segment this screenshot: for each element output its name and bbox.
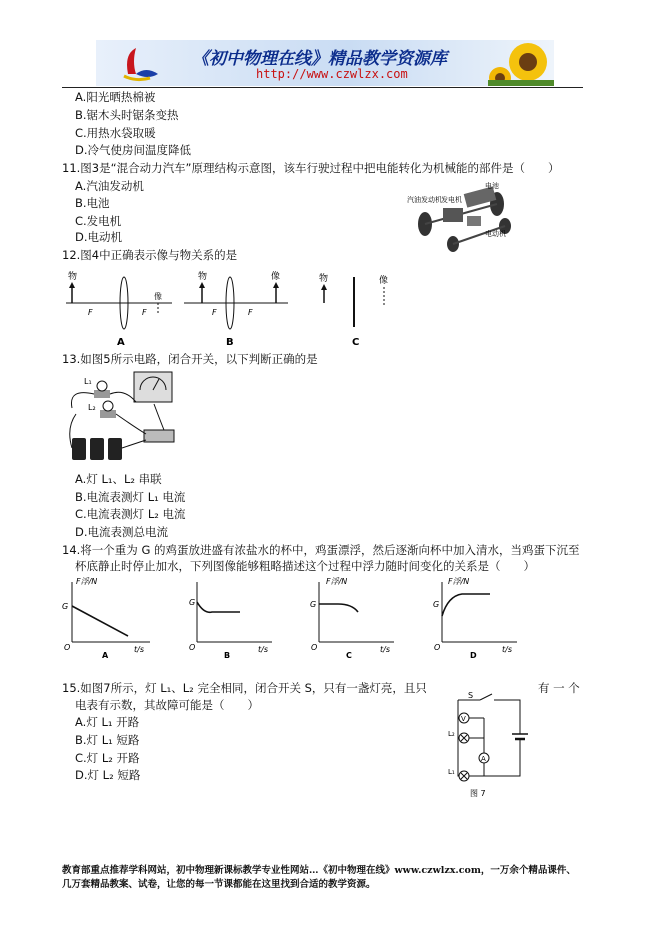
buoyancy-graphs [62, 574, 522, 660]
graph-b-origin: O [189, 643, 196, 652]
q15-figure-caption: 图 7 [470, 789, 486, 798]
q12-label-c: C [352, 337, 360, 348]
q15-switch-label: S [468, 691, 474, 700]
graph-c [310, 577, 394, 660]
generator-label: 发电机 [441, 196, 462, 204]
q10-option-a: A.阳光晒热棉被 [75, 90, 156, 104]
lens-image-figure [62, 265, 422, 350]
graph-c-y-label: F浮/N [326, 577, 348, 586]
q11-option-d: D.电动机 [75, 230, 123, 244]
graph-d [433, 577, 517, 660]
graph-d-name: D [470, 651, 477, 660]
q12-c-object-label: 物 [319, 274, 329, 284]
graph-d-x-label: t/s [502, 645, 512, 654]
banner-title: 《初中物理在线》精品教学资源库 [192, 49, 447, 69]
q12-b-object-label: 物 [198, 272, 208, 282]
circuit-figure-7 [440, 688, 540, 800]
q15-option-a: A.灯 L₁ 开路 [75, 715, 140, 729]
sunflower-icon [488, 40, 554, 86]
q15-option-d: D.灯 L₂ 短路 [75, 768, 141, 782]
header-rule [62, 87, 583, 88]
q15-stem-tail: 有 一 个 [538, 681, 580, 695]
q13-stem: 13.如图5所示电路，闭合开关，以下判断正确的是 [62, 352, 318, 366]
q15-option-c: C.灯 L₂ 开路 [75, 751, 140, 765]
q15-stem-line2: 电表有示数，其故障可能是（ ） [75, 698, 259, 712]
graph-b-x-label: t/s [258, 645, 268, 654]
graph-a-x-label: t/s [134, 645, 144, 654]
q10-option-c: C.用热水袋取暖 [75, 126, 156, 140]
q11-option-a: A.汽油发动机 [75, 179, 144, 193]
q12-b-focus-left: F [212, 308, 217, 317]
q12-a-focus-right: F [142, 308, 147, 317]
q15-l1-label: L₁ [448, 768, 455, 776]
graph-a-name: A [102, 651, 109, 660]
q14-stem-line1: 14.将一个重为 G 的鸡蛋放进盛有浓盐水的杯中，鸡蛋漂浮，然后逐渐向杯中加入清水，当鸡蛋下沉至 [62, 543, 580, 557]
graph-c-origin: O [311, 643, 318, 652]
graph-c-name: C [346, 651, 352, 660]
q10-option-d: D.冷气使房间温度降低 [75, 143, 192, 157]
q12-a-image-label: 像 [154, 292, 162, 301]
hybrid-car-figure [405, 178, 520, 253]
mirror-diagram-c [319, 272, 388, 348]
q15-option-b: B.灯 L₁ 短路 [75, 733, 140, 747]
lens-diagram-a [66, 270, 172, 348]
q13-option-d: D.电流表测总电流 [75, 525, 169, 539]
q11-option-c: C.发电机 [75, 214, 122, 228]
circuit-figure-5 [64, 368, 184, 464]
graph-d-y-label: F浮/N [448, 577, 470, 586]
footer-line-1: 教育部重点推荐学科网站，初中物理新课标教学专业性网站…《初中物理在线》www.czwlzx.com，一万余个精品课件、 [62, 865, 576, 876]
lens-diagram-b [184, 270, 288, 348]
q13-option-c: C.电流表测灯 L₂ 电流 [75, 507, 186, 521]
q13-option-a: A.灯 L₁、L₂ 串联 [75, 472, 162, 486]
graph-d-g-label: G [433, 600, 440, 609]
engine-label: 汽油发动机 [407, 196, 442, 204]
footer-line-2: 几万套精品教案、试卷，让您的每一节课都能在这里找到合适的教学资源。 [62, 879, 376, 890]
q13-l1-label: L₁ [84, 377, 92, 386]
q13-option-b: B.电流表测灯 L₁ 电流 [75, 490, 186, 504]
battery-label: 电池 [485, 182, 499, 190]
graph-a-g-label: G [62, 602, 69, 611]
q12-stem: 12.图4中正确表示像与物关系的是 [62, 248, 238, 262]
q13-l2-label: L₂ [88, 403, 96, 412]
graph-c-x-label: t/s [380, 645, 390, 654]
q15-l2-label: L₂ [448, 730, 455, 738]
graph-a [62, 577, 150, 660]
q10-option-b: B.锯木头时锯条变热 [75, 108, 179, 122]
header-banner [96, 40, 554, 86]
q12-a-object-label: 物 [68, 272, 78, 282]
graph-d-origin: O [434, 643, 441, 652]
q11-stem: 11.图3是“混合动力汽车”原理结构示意图，该车行驶过程中把电能转化为机械能的部件是（ ） [62, 161, 560, 175]
motor-label: 电动机 [485, 230, 506, 238]
q12-b-image-label: 像 [271, 272, 281, 282]
q12-b-focus-right: F [248, 308, 253, 317]
q12-label-b: B [226, 337, 234, 348]
q11-option-b: B.电池 [75, 196, 110, 210]
graph-b [189, 582, 272, 660]
graph-a-origin: O [64, 643, 71, 652]
graph-a-y-label: F浮/N [76, 577, 98, 586]
graph-b-name: B [224, 651, 231, 660]
site-logo-icon [106, 44, 166, 84]
q15-ammeter-label: A [481, 755, 486, 763]
graph-b-g-label: G [189, 598, 196, 607]
q15-stem-line1: 15.如图7所示，灯 L₁、L₂ 完全相同，闭合开关 S，只有一盏灯亮，且只 [62, 681, 427, 695]
banner-url: http://www.czwlzx.com [256, 67, 408, 81]
q14-stem-line2: 杯底静止时停止加水，下列图像能够粗略描述这个过程中浮力随时间变化的关系是（ ） [75, 559, 535, 573]
q12-c-image-label: 像 [379, 276, 389, 286]
q15-voltmeter-label: V [461, 715, 466, 723]
graph-c-g-label: G [310, 600, 317, 609]
q12-a-focus-left: F [88, 308, 93, 317]
q12-label-a: A [117, 337, 125, 348]
